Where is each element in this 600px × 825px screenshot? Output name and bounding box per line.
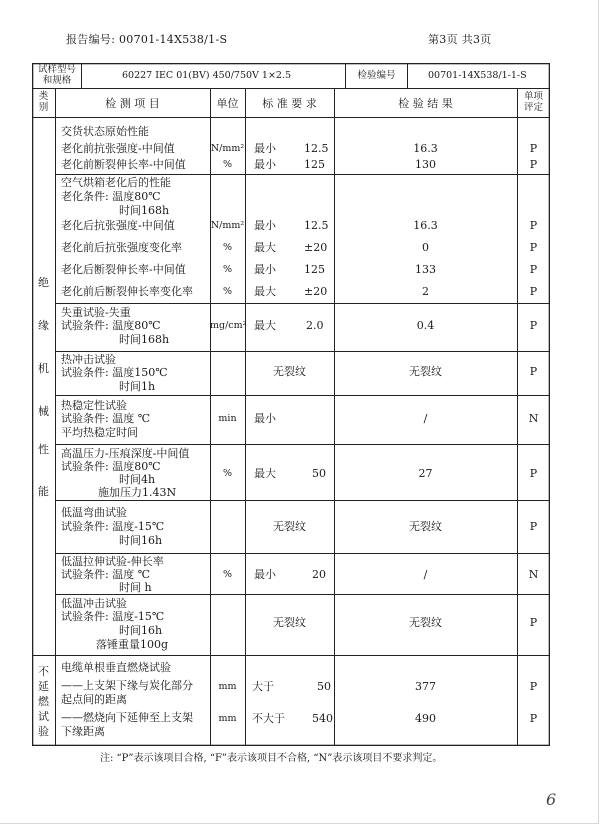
requirement-value: ±20 <box>304 285 328 298</box>
item-name: ——上支架下缘与炭化部分 <box>61 679 193 692</box>
section-title: 低温弯曲试验 <box>61 506 127 519</box>
requirement: 最小 <box>254 219 276 232</box>
test-condition: 时间1h <box>119 380 156 393</box>
unit: mm <box>218 713 237 724</box>
test-condition: 时间168h <box>119 333 170 346</box>
inspection-number: 00701-14X538/1-1-S <box>428 70 527 81</box>
result: / <box>423 568 428 581</box>
requirement-value: 540 <box>312 712 333 725</box>
test-condition: 试验条件: 温度-15℃ <box>61 520 165 533</box>
section-title: 低温冲击试验 <box>61 597 127 610</box>
requirement: 最小 <box>254 142 276 155</box>
unit: mg/cm² <box>210 320 247 331</box>
header-category-2: 别 <box>38 102 49 113</box>
requirement: 最大 <box>254 285 276 298</box>
unit: min <box>218 413 237 424</box>
unit: % <box>222 468 233 479</box>
test-condition: 时间168h <box>119 204 170 217</box>
category-char: 机 <box>38 362 49 375</box>
test-condition: 时间16h <box>119 624 163 637</box>
category-char: 验 <box>38 725 49 738</box>
requirement: 最小 <box>254 412 276 425</box>
result: / <box>423 412 428 425</box>
verdict: P <box>529 241 538 254</box>
requirement: 不大于 <box>252 712 285 725</box>
test-condition: 时间16h <box>119 534 163 547</box>
test-condition: 试验条件: 温度150℃ <box>61 366 168 379</box>
category-char: 试 <box>38 710 49 723</box>
verdict: P <box>529 712 538 725</box>
section-title: 高温压力-压痕深度-中间值 <box>61 447 190 460</box>
result: 133 <box>415 263 436 276</box>
verdict: P <box>529 319 538 332</box>
requirement-value: ±20 <box>304 241 328 254</box>
unit: % <box>222 569 233 580</box>
unit: % <box>222 242 233 253</box>
requirement: 最大 <box>254 467 276 480</box>
requirement-value: 12.5 <box>304 219 329 232</box>
model-value: 60227 IEC 01(BV) 450/750V 1×2.5 <box>122 70 292 81</box>
model-label: 试样型号 <box>37 64 76 75</box>
requirement-value: 125 <box>304 263 325 276</box>
inspection-label: 检验编号 <box>357 70 396 81</box>
category-char: 械 <box>38 405 49 418</box>
test-condition: 试验条件: 温度-15℃ <box>61 610 165 623</box>
header-item: 检 测 项 目 <box>105 97 160 110</box>
category-char: 能 <box>38 485 49 498</box>
test-report-table <box>32 63 550 746</box>
requirement: 最小 <box>254 263 276 276</box>
test-condition: 试验条件: 温度80℃ <box>61 319 161 332</box>
result: 130 <box>415 158 436 171</box>
result: 无裂纹 <box>409 616 442 629</box>
header-category: 类 <box>38 91 49 102</box>
result: 2 <box>422 285 429 298</box>
item-name: 老化前后断裂伸长率变化率 <box>61 285 193 298</box>
item-name: 老化后抗张强度-中间值 <box>61 219 175 232</box>
test-condition: 施加压力1.43N <box>98 486 177 499</box>
requirement: 大于 <box>252 680 274 693</box>
verdict: P <box>529 467 538 480</box>
unit: mm <box>218 681 237 692</box>
result: 16.3 <box>413 142 438 155</box>
requirement-value: 50 <box>317 680 331 693</box>
verdict: P <box>529 263 538 276</box>
requirement: 最小 <box>254 568 276 581</box>
result: 0.4 <box>416 319 435 332</box>
test-condition: 时间 h <box>119 581 152 594</box>
verdict: P <box>529 520 538 533</box>
verdict: N <box>528 412 539 425</box>
header-standard: 标 准 要 求 <box>262 97 317 110</box>
item-name: 老化前抗张强度-中间值 <box>61 142 175 155</box>
result: 无裂纹 <box>409 520 442 533</box>
result: 27 <box>418 467 433 480</box>
header-verdict: 单项 <box>523 91 543 102</box>
requirement: 无裂纹 <box>273 616 306 629</box>
report-number: 报告编号: 00701-14X538/1-S <box>66 33 228 46</box>
category-char: 性 <box>38 443 49 456</box>
test-condition: 老化条件: 温度80℃ <box>61 190 161 203</box>
verdict: P <box>529 616 538 629</box>
result: 无裂纹 <box>409 365 442 378</box>
requirement-value: 12.5 <box>304 142 329 155</box>
section-title: 低温拉伸试验-伸长率 <box>61 555 164 568</box>
requirement: 最大 <box>254 319 276 332</box>
category-char: 延 <box>38 680 49 693</box>
requirement-value: 2.0 <box>306 319 324 332</box>
item-name: ——燃烧向下延伸至上支架 <box>61 711 193 724</box>
test-condition: 落锤重量100g <box>96 638 169 651</box>
requirement: 最大 <box>254 241 276 254</box>
verdict: P <box>529 158 538 171</box>
section-title: 交货状态原始性能 <box>61 125 149 138</box>
header-verdict-2: 评定 <box>523 102 543 113</box>
requirement: 无裂纹 <box>273 365 306 378</box>
section-title: 电缆单根垂直燃烧试验 <box>61 661 171 674</box>
test-condition: 试验条件: 温度 ℃ <box>61 568 151 581</box>
section-title: 热稳定性试验 <box>61 399 127 412</box>
result: 377 <box>415 680 436 693</box>
footnote: 注: “P”表示该项目合格, “F”表示该项目不合格, “N”表示该项目不要求判定。 <box>100 753 443 764</box>
item-name: 老化后断裂伸长率-中间值 <box>61 263 186 276</box>
verdict: P <box>529 219 538 232</box>
result: 16.3 <box>413 219 438 232</box>
header-result: 检 验 结 果 <box>398 97 453 110</box>
verdict: N <box>528 568 539 581</box>
section-title: 热冲击试验 <box>61 353 116 366</box>
test-condition: 试验条件: 温度 ℃ <box>61 412 151 425</box>
unit: N/mm² <box>210 220 245 231</box>
result: 490 <box>415 712 436 725</box>
test-condition: 时间4h <box>119 473 156 486</box>
requirement: 最小 <box>254 158 276 171</box>
verdict: P <box>529 365 538 378</box>
requirement: 无裂纹 <box>273 520 306 533</box>
item-name: 下缘距离 <box>61 725 105 738</box>
verdict: P <box>529 680 538 693</box>
requirement-value: 50 <box>312 467 326 480</box>
requirement-value: 125 <box>304 158 325 171</box>
handwritten-page-mark: 6 <box>546 790 557 809</box>
category-char: 缘 <box>38 319 49 332</box>
item-name: 老化前断裂伸长率-中间值 <box>61 158 186 171</box>
unit: % <box>222 264 233 275</box>
category-char: 燃 <box>38 695 49 708</box>
item-name: 起点间的距离 <box>61 693 127 706</box>
unit: N/mm² <box>210 143 245 154</box>
section-title: 空气烘箱老化后的性能 <box>61 176 171 189</box>
model-label-2: 和规格 <box>42 75 72 86</box>
test-condition: 平均热稳定时间 <box>61 426 138 439</box>
header-unit: 单位 <box>216 97 239 110</box>
verdict: P <box>529 142 538 155</box>
unit: % <box>222 286 233 297</box>
category-char: 不 <box>38 665 49 678</box>
verdict: P <box>529 285 538 298</box>
result: 0 <box>422 241 429 254</box>
page-number: 第3页 共3页 <box>428 33 492 46</box>
test-condition: 试验条件: 温度80℃ <box>61 460 161 473</box>
item-name: 老化前后抗张强度变化率 <box>61 241 182 254</box>
requirement-value: 20 <box>312 568 326 581</box>
category-char: 绝 <box>38 276 49 289</box>
section-title: 失重试验-失重 <box>61 306 131 319</box>
unit: % <box>222 159 233 170</box>
